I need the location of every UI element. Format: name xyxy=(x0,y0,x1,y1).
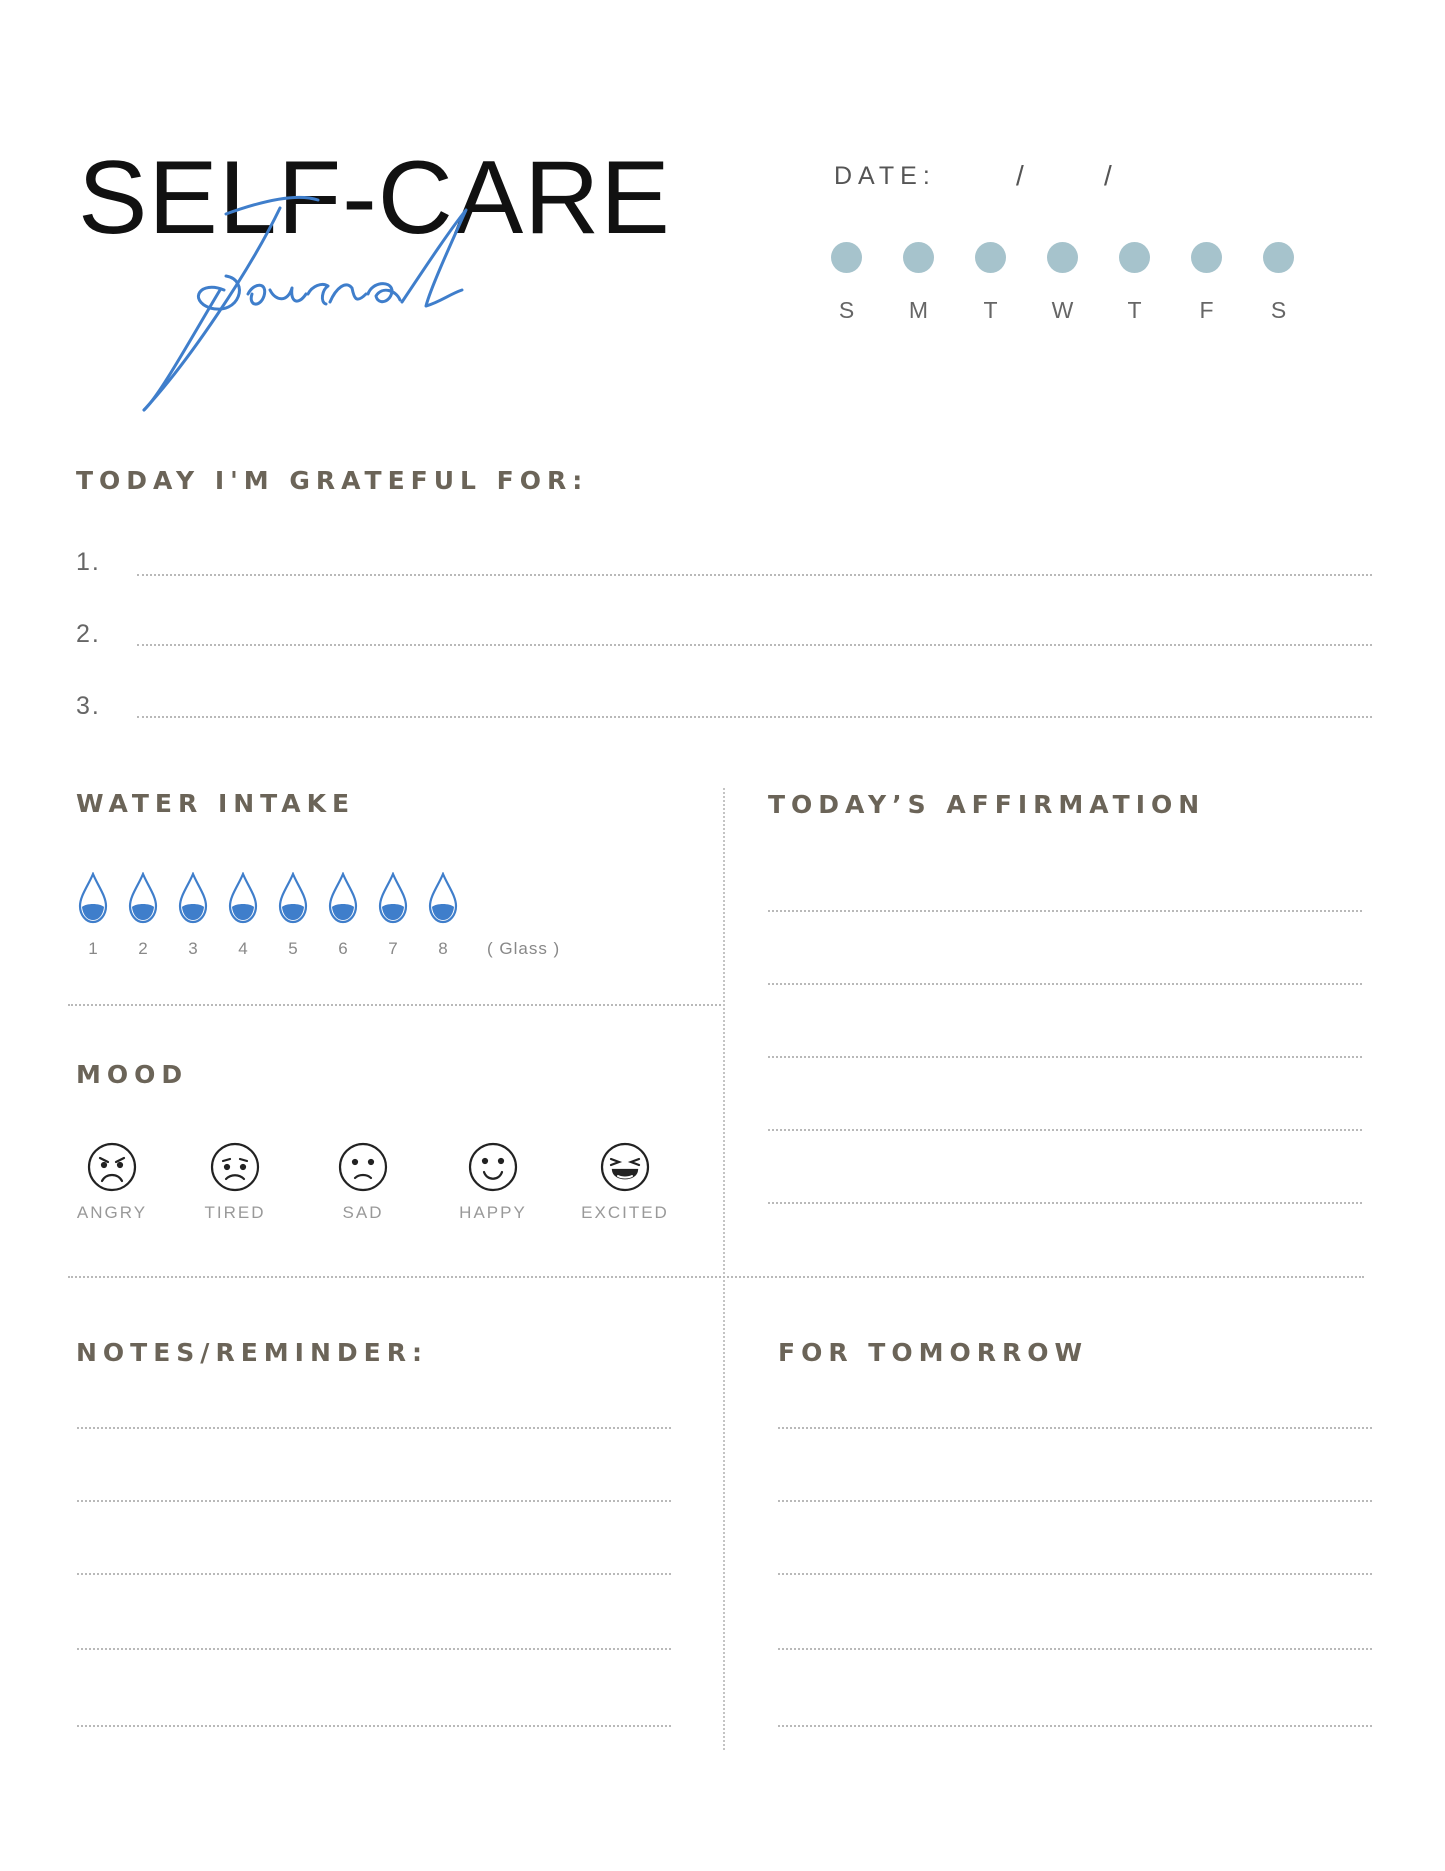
tired-face-icon[interactable] xyxy=(209,1141,261,1193)
day-letter: M xyxy=(908,297,929,323)
tomorrow-line[interactable] xyxy=(778,1725,1372,1727)
day-dot-saturday[interactable] xyxy=(1263,242,1294,273)
sad-face-icon[interactable] xyxy=(337,1141,389,1193)
date-label: DATE: xyxy=(834,162,936,190)
gratitude-heading: TODAY I'M GRATEFUL FOR: xyxy=(76,466,589,495)
date-separator: / xyxy=(1104,160,1112,191)
day-dot-friday[interactable] xyxy=(1191,242,1222,273)
water-drops xyxy=(78,872,478,928)
day-dot-sunday[interactable] xyxy=(831,242,862,273)
day-letter: W xyxy=(1051,297,1074,323)
day-letter: T xyxy=(1127,297,1142,323)
gratitude-number: 3. xyxy=(76,692,101,720)
notes-line[interactable] xyxy=(77,1427,671,1429)
tomorrow-line[interactable] xyxy=(778,1427,1372,1429)
mood-label: ANGRY xyxy=(76,1203,148,1222)
mood-heading: MOOD xyxy=(76,1060,189,1089)
glass-number: 3 xyxy=(188,939,198,958)
gratitude-line-3[interactable] xyxy=(137,716,1372,718)
gratitude-number: 1. xyxy=(76,548,101,576)
water-drop-icon[interactable] xyxy=(330,874,356,922)
journal-title: SELF-CARE xyxy=(78,140,671,256)
affirmation-line[interactable] xyxy=(768,910,1362,912)
section-divider xyxy=(68,1004,721,1006)
tomorrow-line[interactable] xyxy=(778,1648,1372,1650)
excited-face-icon[interactable] xyxy=(599,1141,651,1193)
notes-line[interactable] xyxy=(77,1725,671,1727)
day-dot-monday[interactable] xyxy=(903,242,934,273)
section-divider xyxy=(68,1276,1364,1278)
day-letter: S xyxy=(1270,297,1287,323)
tomorrow-line[interactable] xyxy=(778,1500,1372,1502)
notes-line[interactable] xyxy=(77,1648,671,1650)
date-separator: / xyxy=(1016,160,1024,191)
mood-label: SAD xyxy=(342,1203,384,1222)
affirmation-line[interactable] xyxy=(768,983,1362,985)
water-drop-icon[interactable] xyxy=(130,874,156,922)
gratitude-number: 2. xyxy=(76,620,101,648)
water-drop-icon[interactable] xyxy=(230,874,256,922)
gratitude-line-2[interactable] xyxy=(137,644,1372,646)
water-intake-heading: WATER INTAKE xyxy=(76,789,356,818)
affirmation-line[interactable] xyxy=(768,1129,1362,1131)
glass-number: 1 xyxy=(88,939,98,958)
column-divider xyxy=(723,788,725,1750)
water-drop-icon[interactable] xyxy=(380,874,406,922)
water-drop-icon[interactable] xyxy=(80,874,106,922)
water-drop-icon[interactable] xyxy=(430,874,456,922)
notes-line[interactable] xyxy=(77,1500,671,1502)
affirmation-line[interactable] xyxy=(768,1202,1362,1204)
glass-number: 8 xyxy=(438,939,448,958)
glass-number: 4 xyxy=(238,939,248,958)
mood-label: HAPPY xyxy=(459,1203,527,1222)
mood-label: EXCITED xyxy=(581,1203,669,1222)
day-dot-tuesday[interactable] xyxy=(975,242,1006,273)
happy-face-icon[interactable] xyxy=(467,1141,519,1193)
tomorrow-line[interactable] xyxy=(778,1573,1372,1575)
day-dot-thursday[interactable] xyxy=(1119,242,1150,273)
day-letter: F xyxy=(1199,297,1214,323)
mood-label: TIRED xyxy=(204,1203,266,1222)
glass-number: 7 xyxy=(388,939,398,958)
journal-script-title xyxy=(130,190,570,420)
water-drop-icon[interactable] xyxy=(280,874,306,922)
affirmation-line[interactable] xyxy=(768,1056,1362,1058)
day-letter: S xyxy=(838,297,855,323)
day-dot-wednesday[interactable] xyxy=(1047,242,1078,273)
glass-unit-label: ( Glass ) xyxy=(487,939,561,958)
notes-line[interactable] xyxy=(77,1573,671,1575)
day-letter: T xyxy=(983,297,998,323)
notes-heading: NOTES/REMINDER: xyxy=(76,1338,428,1367)
water-drop-icon[interactable] xyxy=(180,874,206,922)
glass-number: 6 xyxy=(338,939,348,958)
tomorrow-heading: FOR TOMORROW xyxy=(778,1338,1089,1367)
affirmation-heading: TODAY’S AFFIRMATION xyxy=(768,790,1206,819)
angry-face-icon[interactable] xyxy=(86,1141,138,1193)
glass-number: 2 xyxy=(138,939,148,958)
gratitude-line-1[interactable] xyxy=(137,574,1372,576)
glass-number: 5 xyxy=(288,939,298,958)
